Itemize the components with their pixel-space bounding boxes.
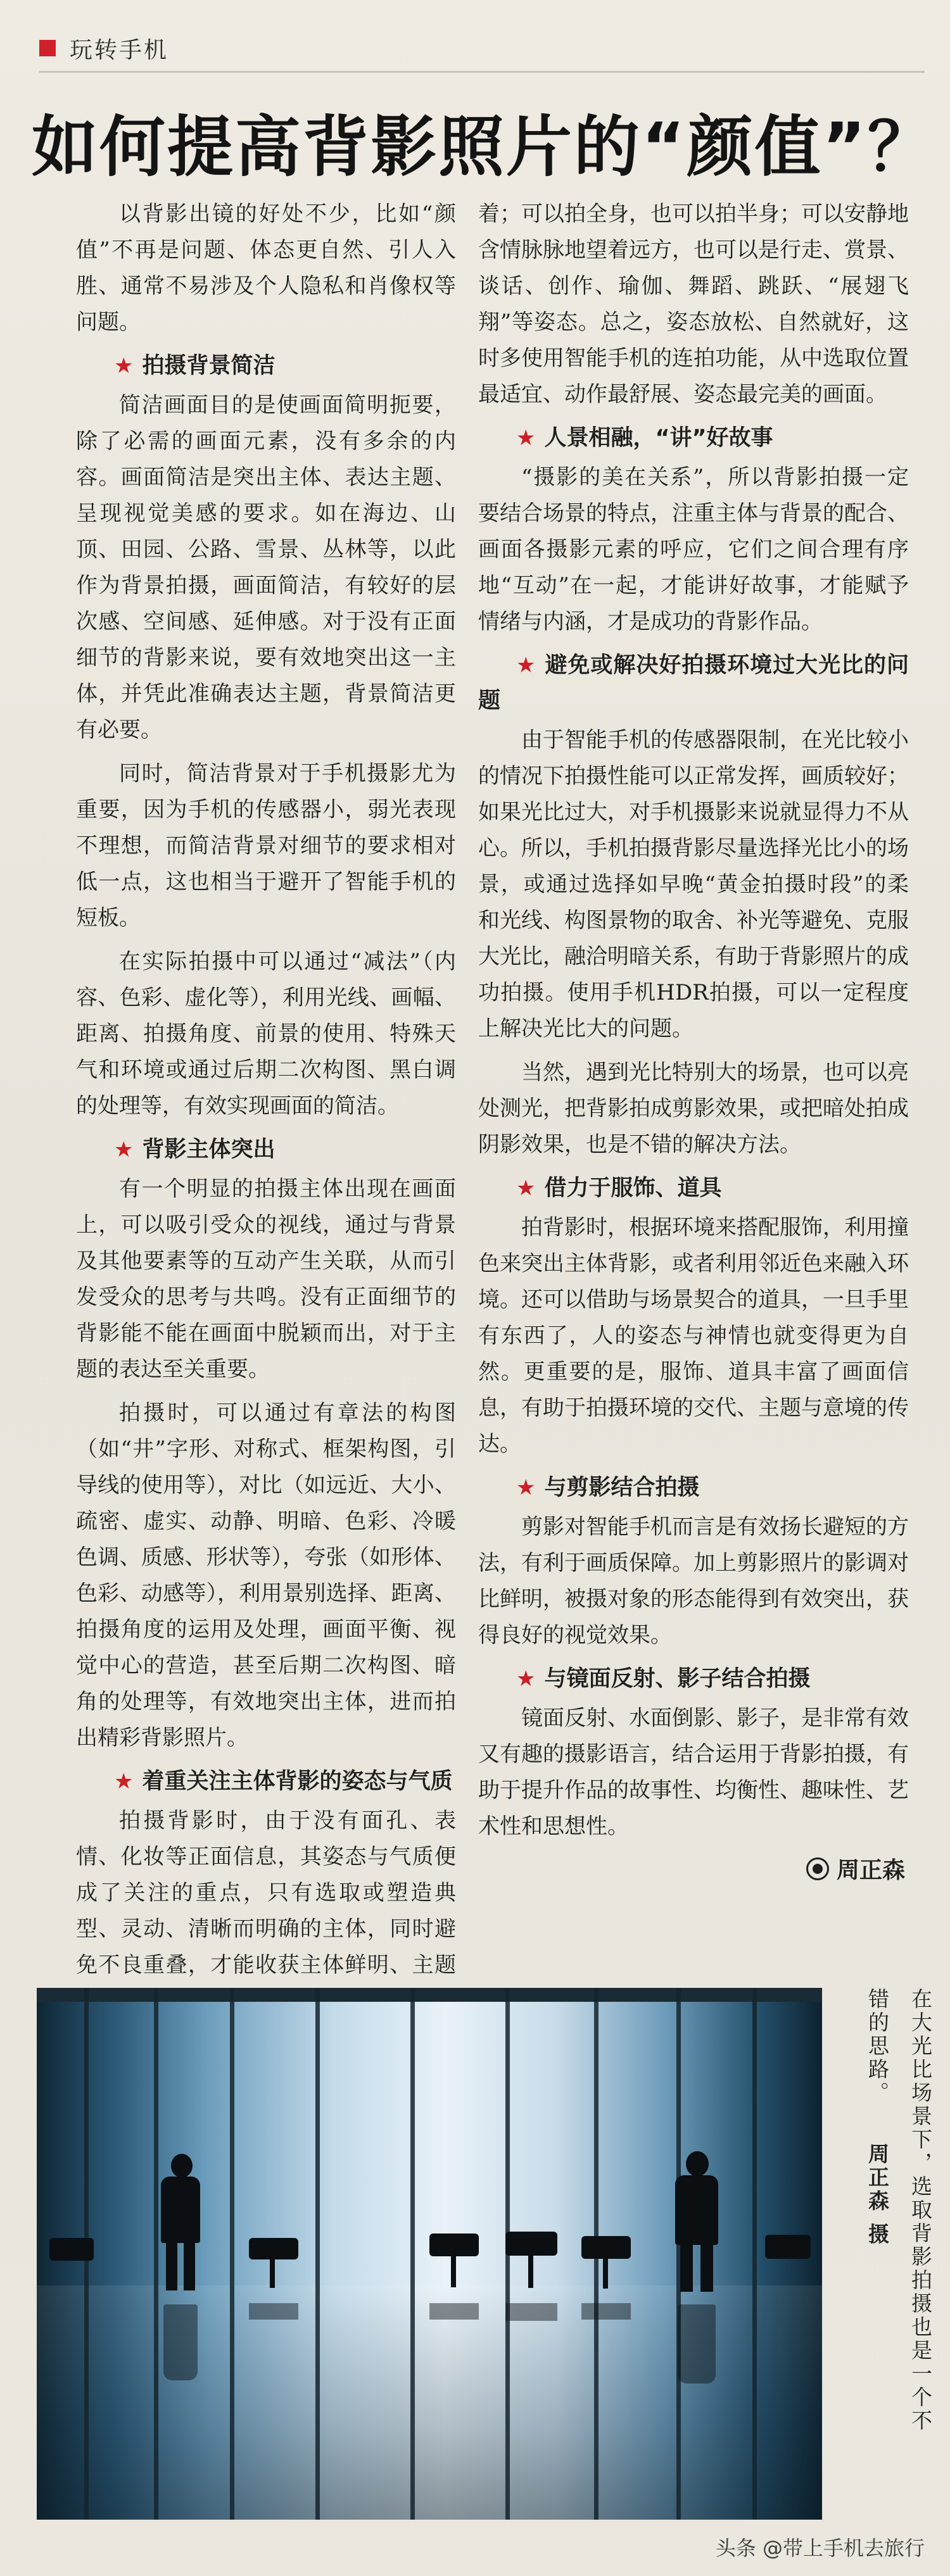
left-column	[76, 196, 456, 2071]
section-subhead	[478, 648, 909, 719]
subhead-text: 避免或解决好拍摄环境过大光比的问题	[478, 653, 909, 713]
subhead-text: 背影主体突出	[142, 1137, 276, 1162]
star-icon: ★	[114, 1769, 134, 1794]
subhead-text: 借力于服饰、道具	[544, 1176, 722, 1201]
body-paragraph: 由于智能手机的传感器限制，在光比较小的情况下拍摄性能可以正常发挥，画质较好；如果光比过大，对手机摄影来说就显得力不从心。所以，手机拍摄背影尽量选择光比小的场景，或通过选择如早晚“黄金拍摄时段”的柔和光线、构图景物的取舍、补光等避免、克服大光比，融洽明暗关系，有助于背影照片的成功拍摄。使用手机HDR拍摄，可以一定程度上解决光比大的问题。	[478, 727, 909, 1041]
section-header	[39, 33, 168, 63]
subhead-text: 拍摄背景简洁	[142, 353, 276, 379]
section-divider	[39, 71, 925, 73]
caption-text-2: 错的思路。	[865, 1988, 890, 2105]
caption-line-1: 在大光比场景下，选取背影拍摄也是一个不	[908, 1988, 933, 2433]
body-paragraph: 在实际拍摄中可以通过“减法”（内容、色彩、虚化等），利用光线、画幅、距离、拍摄角度、前景的使用、特殊天气和环境或通过后期二次构图、黑白调的处理等，有效实现画面的简洁。	[76, 949, 456, 1119]
right-column	[478, 196, 909, 1888]
body-paragraph: 拍背影时，根据环境来搭配服饰，利用撞色来突出主体背影，或者利用邻近色来融入环境。还可以借助与场景契合的道具，一旦手里有东西了，人的姿态与神情也就变得更为自然。更重要的是，服饰、道具丰富了画面信息，有助于拍摄环境的交代、主题与意境的传达。	[478, 1215, 909, 1457]
body-paragraph: 拍摄时，可以通过有章法的构图（如“井”字形、对称式、框架构图，引导线的使用等），对比（如远近、大小、疏密、虚实、动静、明暗、色彩、冷暖色调、质感、形状等），夸张（如形体、色彩、动感等），利用景别选择、距离、拍摄角度的运用及处理，画面平衡、视觉中心的营造，甚至后期二次构图、暗角的处理等，有效地突出主体，进而拍出精彩背影照片。	[76, 1400, 456, 1750]
left-person-silhouette	[171, 2154, 193, 2178]
star-icon: ★	[516, 1176, 536, 1201]
section-marker-icon	[39, 40, 56, 56]
star-icon: ★	[516, 1475, 536, 1500]
chair-silhouette	[581, 2236, 631, 2259]
section-label: 玩转手机	[70, 37, 169, 63]
star-icon: ★	[516, 425, 536, 451]
section-subhead	[478, 1661, 909, 1697]
byline-name: 周正森	[836, 1857, 905, 1883]
photo-caption	[830, 1988, 937, 2532]
byline-bullet-icon	[806, 1857, 829, 1880]
body-paragraph: 拍摄背影时，由于没有面孔、表情、化妆等正面信息，其姿态与气质便成了关注的重点，只有选取或塑造典型、灵动、清晰而明确的主体，同时避免不良重叠，才能收获主体鲜明、主题	[76, 1808, 456, 1978]
subhead-text: 着重关注主体背影的姿态与气质	[142, 1769, 453, 1794]
right-person-silhouette	[686, 2151, 709, 2177]
chair-silhouette	[429, 2234, 479, 2256]
caption-line-2	[860, 1988, 894, 2247]
body-paragraph: 剪影对智能手机而言是有效扬长避短的方法，有利于画质保障。加上剪影照片的影调对比鲜明，被摄对象的形态能得到有效突出，获得良好的视觉效果。	[478, 1514, 909, 1648]
section-subhead	[76, 348, 456, 384]
subhead-text: 与剪影结合拍摄	[544, 1475, 700, 1500]
body-paragraph: 有一个明显的拍摄主体出现在画面上，可以吸引受众的视线，通过与背景及其他要素等的互动产生关联，从而引发受众的思考与共鸣。没有正面细节的背影能不能在画面中脱颖而出，对于主题的表达至关重要。	[76, 1176, 456, 1382]
chair-silhouette	[505, 2232, 557, 2256]
article-headline: 如何提高背影照片的“颜值”？	[32, 108, 935, 185]
chair-silhouette	[249, 2238, 298, 2259]
body-paragraph: 以背影出镜的好处不少，比如“颜值”不再是问题、体态更自然、引人入胜、通常不易涉及个人隐私和肖像权等问题。	[76, 201, 456, 335]
body-paragraph: 同时，简洁背景对于手机摄影尤为重要，因为手机的传感器小，弱光表现不理想，而简洁背景对细节的要求相对低一点，这也相当于避开了智能手机的短板。	[76, 761, 456, 931]
section-subhead	[76, 1764, 456, 1799]
body-paragraph: 镜面反射、水面倒影、影子，是非常有效又有趣的摄影语言，结合运用于背影拍摄，有助于提升作品的故事性、均衡性、趣味性、艺术性和思想性。	[478, 1706, 909, 1839]
star-icon: ★	[516, 1666, 536, 1692]
star-icon: ★	[114, 353, 134, 379]
body-paragraph: 着；可以拍全身，也可以拍半身；可以安静地含情脉脉地望着远方，也可以是行走、赏景、谈话、创作、瑜伽、舞蹈、跳跃、“展翅飞翔”等姿态。总之，姿态放松、自然就好，这时多使用智能手机的连拍功能，从中选取位置最适宜、动作最舒展、姿态最完美的画面。	[478, 201, 909, 407]
subhead-text: 人景相融，“讲”好故事	[544, 425, 773, 451]
photo-credit: 周正森 摄	[865, 2143, 890, 2247]
section-subhead	[478, 1171, 909, 1206]
body-paragraph: “摄影的美在关系”，所以背影拍摄一定要结合场景的特点，注重主体与背景的配合、画面各摄影元素的呼应，它们之间合理有序地“互动”在一起，才能讲好故事，才能赋予情绪与内涵，才是成功的背影作品。	[478, 465, 909, 634]
section-subhead	[76, 1132, 456, 1167]
star-icon: ★	[516, 653, 536, 678]
section-subhead	[478, 420, 909, 456]
article-byline	[478, 1852, 909, 1888]
article-photo	[37, 1988, 822, 2520]
body-paragraph: 当然，遇到光比特别大的场景，也可以亮处测光，把背影拍成剪影效果，或把暗处拍成阴影效果，也是不错的解决方法。	[478, 1060, 909, 1157]
star-icon: ★	[114, 1137, 134, 1162]
source-watermark: 头条 @带上手机去旅行	[715, 2536, 925, 2560]
body-paragraph: 简洁画面目的是使画面简明扼要，除了必需的画面元素，没有多余的内容。画面简洁是突出主体、表达主题、呈现视觉美感的要求。如在海边、山顶、田园、公路、雪景、丛林等，以此作为背景拍摄，画面简洁，有较好的层次感、空间感、延伸感。对于没有正面细节的背影来说，要有效地突出这一主体，并凭此准确表达主题，背景简洁更有必要。	[76, 393, 456, 743]
subhead-text: 与镜面反射、影子结合拍摄	[544, 1666, 811, 1692]
section-subhead	[478, 1470, 909, 1505]
